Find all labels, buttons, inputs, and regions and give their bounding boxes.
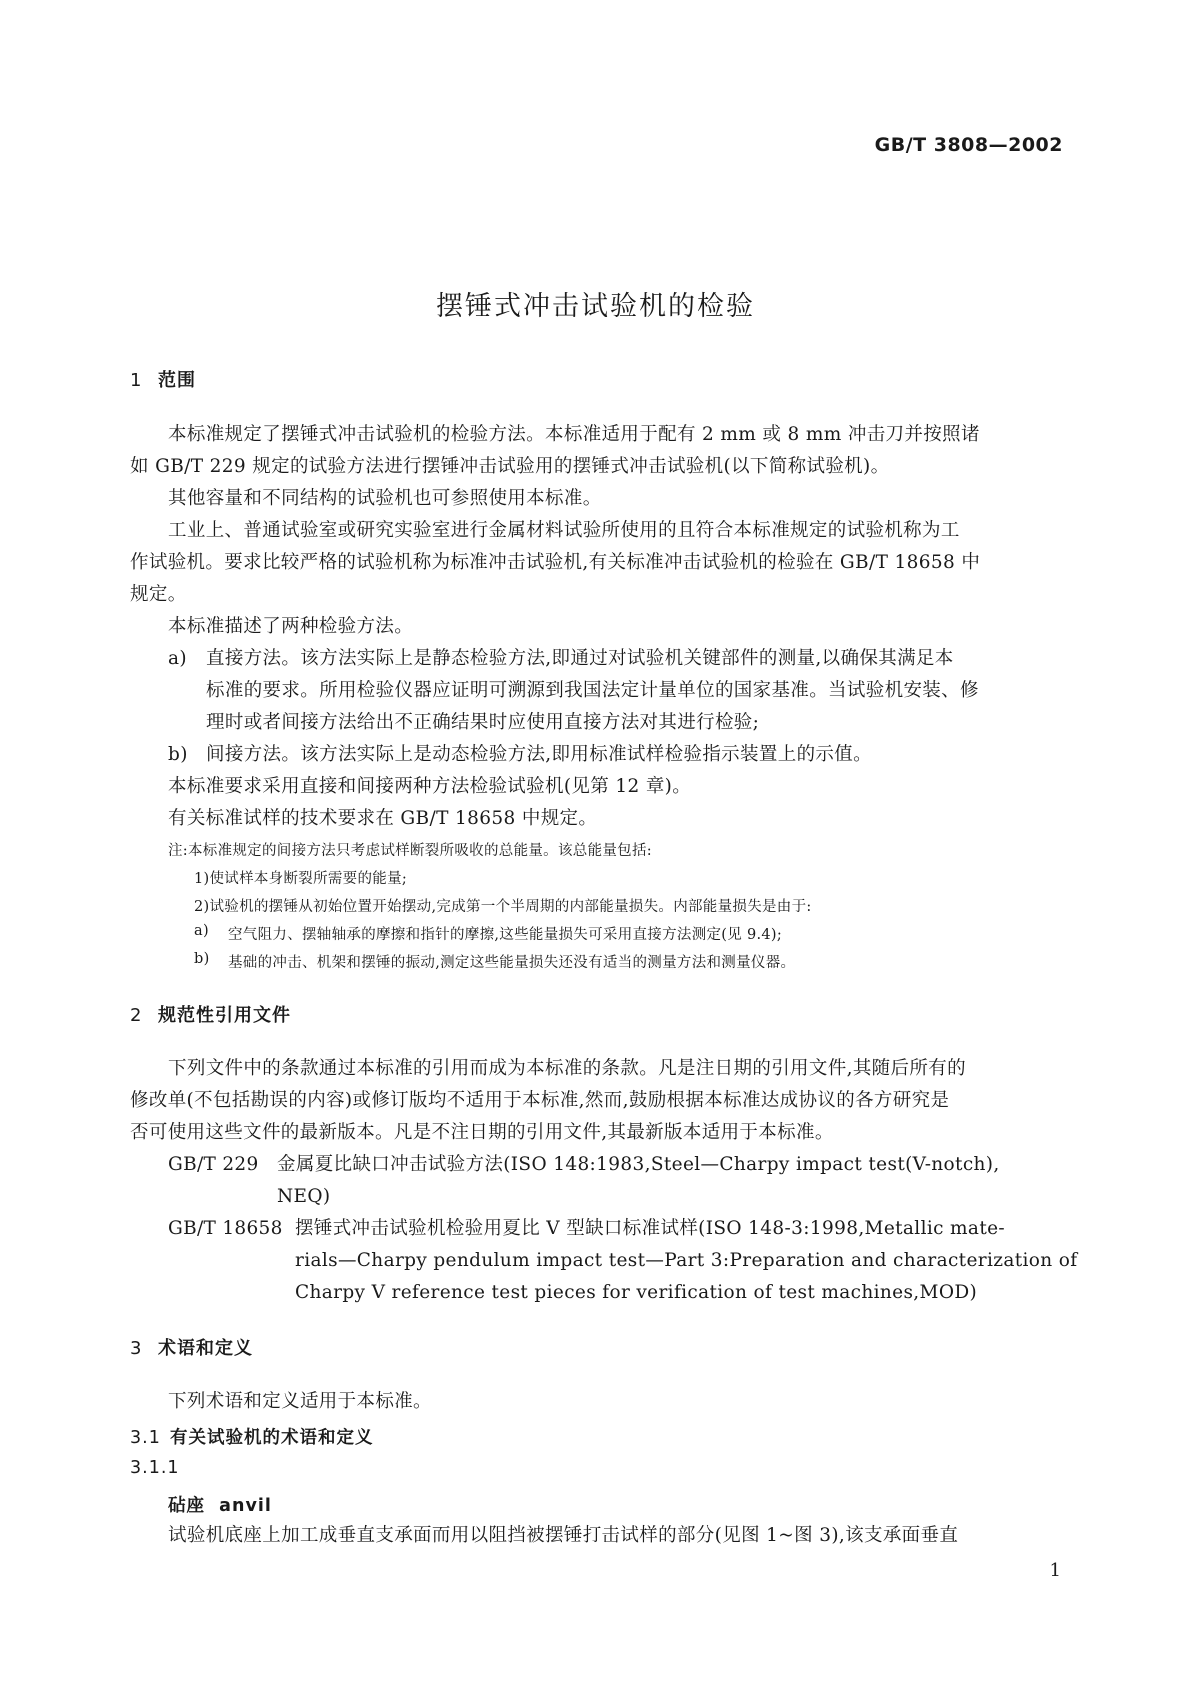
list-label: b)	[168, 744, 188, 765]
paragraph-line: 修改单(不包括勘误的内容)或修订版均不适用于本标准,然而,鼓励根据本标准达成协议的各方研究是	[130, 1090, 950, 1111]
subsection-heading	[130, 1424, 374, 1449]
section-3-heading	[130, 1334, 253, 1360]
section-title: 范围	[158, 370, 196, 391]
note-label: a)	[194, 923, 209, 939]
paragraph-line: 作试验机。要求比较严格的试验机称为标准冲击试验机,有关标准冲击试验机的检验在 GB/T 18658 中	[130, 552, 981, 573]
reference-title-line: rials—Charpy pendulum impact test—Part 3:Preparation and characterization of	[295, 1250, 1078, 1271]
document-title: 摆锤式冲击试验机的检验	[436, 291, 755, 322]
paragraph-line: 本标准描述了两种检验方法。	[168, 616, 414, 637]
section-1-heading	[130, 366, 196, 392]
paragraph-line: 其他容量和不同结构的试验机也可参照使用本标准。	[168, 488, 602, 509]
section-number: 2	[130, 1005, 143, 1026]
reference-code: GB/T 229	[168, 1154, 259, 1175]
paragraph-line: 规定。	[130, 584, 187, 605]
section-title: 术语和定义	[158, 1338, 253, 1359]
reference-title-line: 金属夏比缺口冲击试验方法(ISO 148:1983,Steel—Charpy impact test(V-notch),	[277, 1154, 1000, 1175]
reference-title-line: 摆锤式冲击试验机检验用夏比 V 型缺口标准试样(ISO 148-3:1998,Metallic mate-	[295, 1218, 1005, 1239]
reference-title-line: NEQ)	[277, 1186, 331, 1207]
term-heading: 砧座 anvil	[168, 1496, 272, 1516]
paragraph-line: 如 GB/T 229 规定的试验方法进行摆锤冲击试验用的摆锤式冲击试验机(以下简称试验机)。	[130, 456, 890, 477]
standard-code: GB/T 3808—2002	[874, 134, 1063, 156]
paragraph-line: 工业上、普通试验室或研究实验室进行金属材料试验所使用的且符合本标准规定的试验机称为工	[168, 520, 960, 541]
list-label: a)	[168, 648, 187, 669]
section-number: 1	[130, 370, 143, 391]
list-item-line: 标准的要求。所用检验仪器应证明可溯源到我国法定计量单位的国家基准。当试验机安装、修	[206, 680, 979, 701]
list-item-line: 理时或者间接方法给出不正确结果时应使用直接方法对其进行检验;	[206, 712, 760, 733]
paragraph-line: 否可使用这些文件的最新版本。凡是不注日期的引用文件,其最新版本适用于本标准。	[130, 1122, 834, 1143]
paragraph-line: 试验机底座上加工成垂直支承面而用以阻挡被摆锤打击试样的部分(见图 1~图 3),该支承面垂直	[168, 1525, 959, 1546]
paragraph-line: 下列文件中的条款通过本标准的引用而成为本标准的条款。凡是注日期的引用文件,其随后所有的	[168, 1058, 966, 1079]
section-title: 规范性引用文件	[158, 1005, 291, 1026]
reference-code: GB/T 18658	[168, 1218, 283, 1239]
note-line: 2)试验机的摆锤从初始位置开始摆动,完成第一个半周期的内部能量损失。内部能量损失是由于:	[194, 899, 812, 915]
note-line: 空气阻力、摆轴轴承的摩擦和指针的摩擦,这些能量损失可采用直接方法测定(见 9.4);	[228, 927, 783, 943]
subsection-title: 有关试验机的术语和定义	[170, 1428, 374, 1448]
paragraph-line: 下列术语和定义适用于本标准。	[168, 1391, 432, 1412]
note-line: 基础的冲击、机架和摆锤的振动,测定这些能量损失还没有适当的测量方法和测量仪器。	[228, 955, 796, 971]
note-label: b)	[194, 951, 210, 967]
list-item-line: 直接方法。该方法实际上是静态检验方法,即通过对试验机关键部件的测量,以确保其满足本	[206, 648, 954, 669]
paragraph-line: 本标准要求采用直接和间接两种方法检验试验机(见第 12 章)。	[168, 776, 692, 797]
reference-title-line: Charpy V reference test pieces for verification of test machines,MOD)	[295, 1282, 978, 1303]
paragraph-line: 有关标准试样的技术要求在 GB/T 18658 中规定。	[168, 808, 598, 829]
section-2-heading	[130, 1001, 291, 1027]
page-number: 1	[1049, 1560, 1061, 1581]
section-number: 3	[130, 1338, 143, 1359]
subsection-number: 3.1	[130, 1428, 161, 1448]
subsubsection-number: 3.1.1	[130, 1458, 180, 1478]
note-intro: 注:本标准规定的间接方法只考虑试样断裂所吸收的总能量。该总能量包括:	[168, 843, 652, 859]
paragraph-line: 本标准规定了摆锤式冲击试验机的检验方法。本标准适用于配有 2 mm 或 8 mm 冲击刀并按照诸	[168, 424, 980, 445]
list-item-line: 间接方法。该方法实际上是动态检验方法,即用标准试样检验指示装置上的示值。	[206, 744, 872, 765]
note-line: 1)使试样本身断裂所需要的能量;	[194, 871, 408, 887]
